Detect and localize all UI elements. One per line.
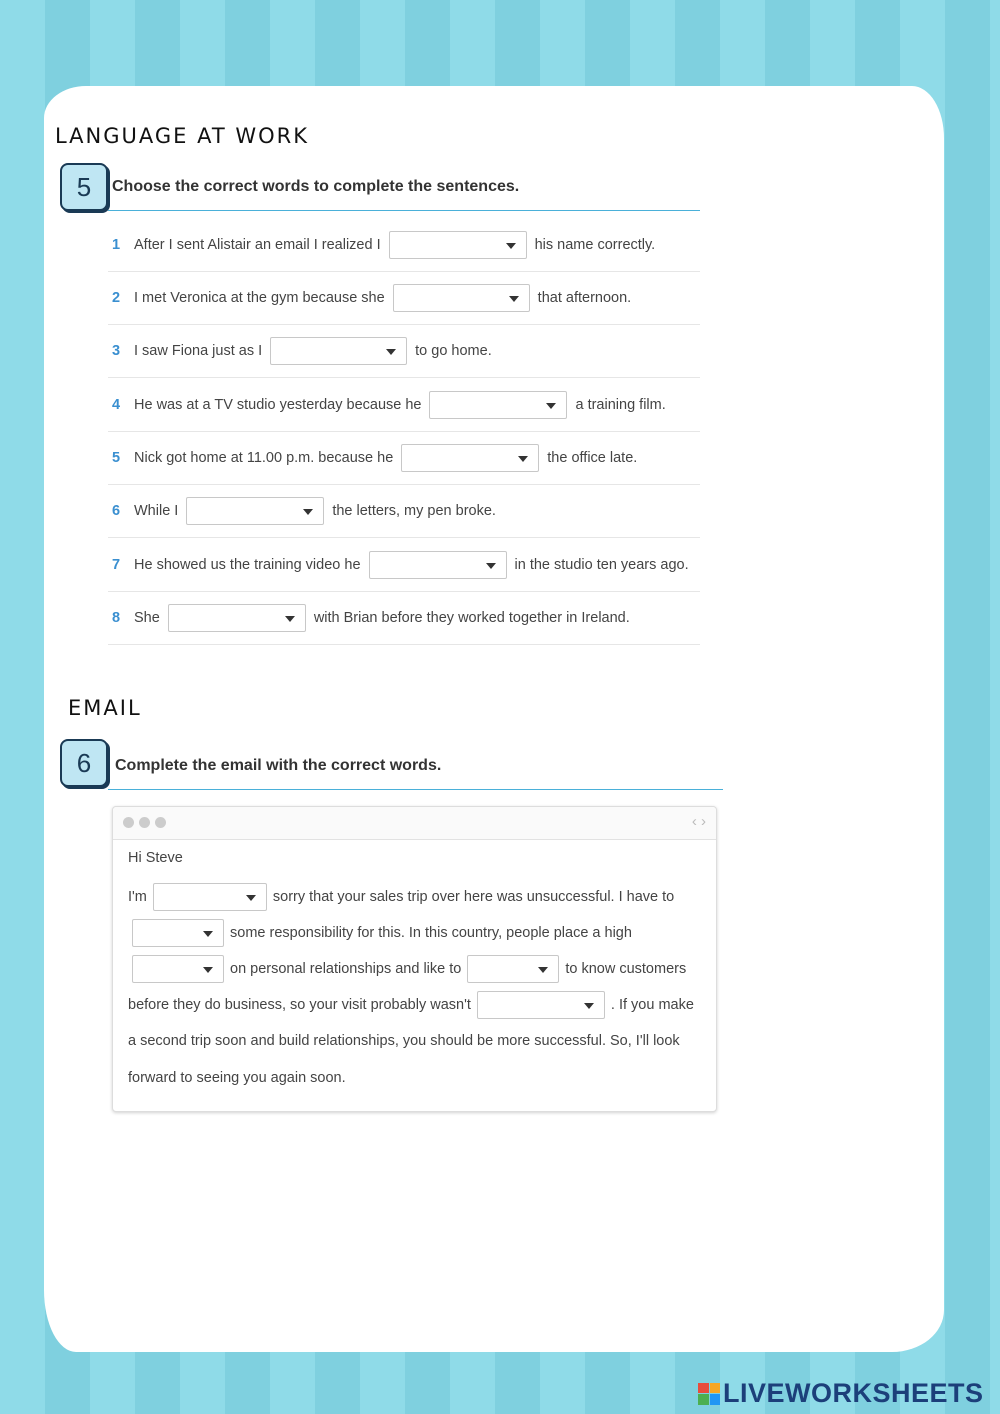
email-dropdown-1[interactable] [153,883,267,911]
item-number: 1 [112,236,121,253]
chevron-down-icon [538,967,548,973]
section-title-email: EMAIL [68,696,142,720]
answer-dropdown-3[interactable] [270,337,407,365]
chevron-down-icon [203,967,213,973]
chevron-down-icon [285,616,295,622]
chevron-down-icon [509,296,519,302]
email-text: sorry that your sales trip over here was unsuccessful. I have to [272,889,675,905]
answer-dropdown-2[interactable] [393,284,530,312]
chevron-down-icon [518,456,528,462]
email-text: . If you make [610,997,694,1013]
email-window-titlebar [113,807,716,840]
sentence-text-after: the letters, my pen broke. [332,502,496,519]
email-text: before they do business, so your visit probably wasn't [128,997,471,1013]
email-line-5: a second trip soon and build relationships, you should be more successful. So, I'll look [128,1033,680,1049]
email-text: some responsibility for this. In this country, people place a high [230,925,632,941]
email-text: I'm [128,889,147,905]
email-text: on personal relationships and like to [230,961,462,977]
section-title-language-at-work: LANGUAGE AT WORK [55,124,310,148]
email-line-2 [132,917,632,949]
chevron-down-icon [486,563,496,569]
email-dropdown-2[interactable] [132,919,224,947]
sentence-text-before: He showed us the training video he [134,556,361,573]
sentence-row-6 [108,484,700,538]
sentence-text-after: that afternoon. [537,289,632,306]
sentence-text-after: with Brian before they worked together in Ireland. [313,609,630,626]
chevron-down-icon [584,1003,594,1009]
item-number: 2 [112,289,121,306]
email-line-3 [132,953,686,985]
chevron-down-icon [506,243,516,249]
answer-dropdown-4[interactable] [429,391,567,419]
exercise-6-instruction: Complete the email with the correct words. [115,757,442,774]
chevron-down-icon [303,509,313,515]
answer-dropdown-5[interactable] [401,444,539,472]
exercise-number-5: 5 [60,163,108,211]
email-dropdown-5[interactable] [477,991,605,1019]
email-line-6: forward to seeing you again soon. [128,1070,346,1086]
answer-dropdown-1[interactable] [389,231,527,259]
item-number: 8 [112,609,121,626]
email-line-4 [128,989,694,1021]
exercise-number-6: 6 [60,739,108,787]
sentence-text-before: While I [134,502,179,519]
logo-text: LIVEWORKSHEETS [723,1378,984,1408]
logo-mark-icon [698,1383,720,1405]
exercise-5-instruction: Choose the correct words to complete the sentences. [112,178,520,195]
email-window [112,806,717,1112]
sentence-text-before: I saw Fiona just as I [134,342,263,359]
sentence-text-before: She [134,609,160,626]
code-arrows-icon: ‹ › [691,813,706,830]
answer-dropdown-7[interactable] [369,551,507,579]
chevron-down-icon [546,403,556,409]
sentence-row-4 [108,378,700,432]
item-number: 3 [112,342,121,359]
sentence-text-before: After I sent Alistair an email I realized I [134,236,381,253]
email-text: to know customers [565,961,687,977]
item-number: 6 [112,502,121,519]
window-dot-icon [123,817,134,828]
sentence-text-before: I met Veronica at the gym because she [134,289,385,306]
sentence-text-before: Nick got home at 11.00 p.m. because he [134,449,394,466]
answer-dropdown-8[interactable] [168,604,306,632]
divider [108,789,723,790]
sentence-row-3 [108,324,700,378]
item-number: 4 [112,396,121,413]
sentence-text-after: the office late. [547,449,638,466]
email-line-1 [128,881,674,913]
liveworksheets-logo [698,1378,984,1409]
chevron-down-icon [203,931,213,937]
email-greeting: Hi Steve [128,850,183,866]
sentence-row-1 [108,218,700,272]
sentence-text-after: to go home. [415,342,492,359]
sentence-text-after: his name correctly. [534,236,656,253]
chevron-down-icon [246,895,256,901]
chevron-down-icon [386,349,396,355]
window-dot-icon [139,817,150,828]
sentence-row-2 [108,271,700,325]
answer-dropdown-6[interactable] [186,497,324,525]
window-dot-icon [155,817,166,828]
sentence-row-7 [108,538,700,592]
item-number: 7 [112,556,121,573]
email-dropdown-3[interactable] [132,955,224,983]
sentence-row-8 [108,591,700,645]
email-dropdown-4[interactable] [467,955,559,983]
sentence-row-5 [108,431,700,485]
sentence-text-after: in the studio ten years ago. [514,556,689,573]
sentence-text-after: a training film. [575,396,666,413]
divider [108,210,700,211]
item-number: 5 [112,449,121,466]
sentence-text-before: He was at a TV studio yesterday because he [134,396,422,413]
